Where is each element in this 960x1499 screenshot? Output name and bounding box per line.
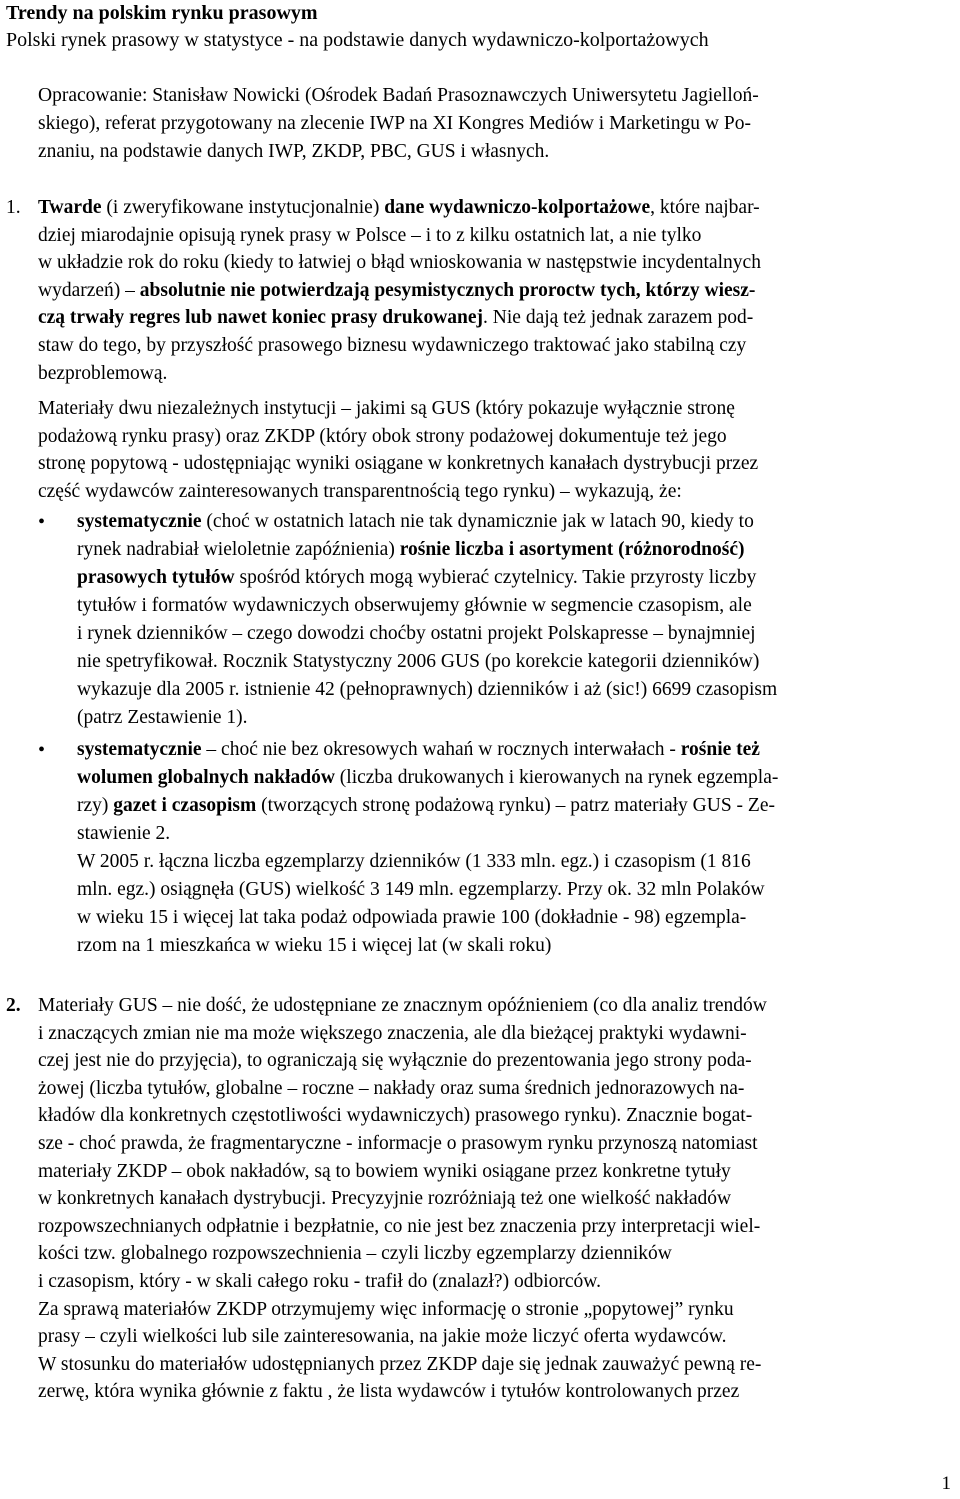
paragraph-line: mln. egz.) osiągnęła (GUS) wielkość 3 149 mln. egzemplarzy. Przy ok. 32 mln Polaków xyxy=(77,879,765,900)
paragraph-line: czą trwały regres lub nawet koniec prasy drukowanej. Nie dają też jednak zarazem pod- xyxy=(38,307,754,329)
paragraph-line: Materiały GUS – nie dość, że udostępniane ze znacznym opóźnieniem (co dla analiz trendów xyxy=(38,995,767,1016)
paragraph-line: sze - choć prawda, że fragmentaryczne - informacje o prasowym rynku przynoszą natomiast xyxy=(38,1132,758,1154)
paragraph-line: dziej miarodajnie opisują rynek prasy w Polsce – i to z kilku ostatnich lat, a nie tylko xyxy=(38,224,702,246)
paragraph-line: (patrz Zestawienie 1). xyxy=(77,707,248,728)
paragraph-line: prasy – czyli wielkości lub sile zainteresowania, na jakie może liczyć oferta wydawców. xyxy=(38,1326,727,1348)
paragraph-line: Twarde (i zweryfikowane instytucjonalnie) dane wydawniczo-kolportażowe, które najbar- xyxy=(38,197,760,218)
item-2-paragraph xyxy=(38,992,956,1406)
paragraph-line: i znaczących zmian nie ma może większego znaczenia, ale dla bieżącej praktyki wydawni- xyxy=(38,1022,747,1044)
paragraph-line: nie spetryfikował. Rocznik Statystyczny 2006 GUS (po korekcie kategorii dzienników) xyxy=(77,651,760,672)
bullet-2-dot: • xyxy=(38,739,46,761)
bullet-2-text xyxy=(77,736,957,960)
paragraph-line: wykazuje dla 2005 r. istnienie 42 (pełnoprawnych) dzienników i aż (sic!) 6699 czasopism xyxy=(77,679,778,700)
page-number: 1 xyxy=(941,1473,951,1494)
document-title: Trendy na polskim rynku prasowym xyxy=(6,2,318,24)
paragraph-line: wolumen globalnych nakładów (liczba drukowanych i kierowanych na rynek egzempla- xyxy=(77,767,779,788)
paragraph-line: zerwę, która wynika głównie z faktu , że lista wydawców i tytułów kontrolowanych przez xyxy=(38,1381,740,1403)
paragraph-line: kości tzw. globalnego rozpowszechnienia – czyli liczby egzemplarzy dzienników xyxy=(38,1243,672,1265)
paragraph-line: czej jest nie do przyjęcia), to ograniczają się wyłącznie do prezentowania jego strony poda- xyxy=(38,1050,752,1072)
bullet-1-text xyxy=(77,508,957,732)
author-note xyxy=(38,82,943,166)
paragraph-line: rynek nadrabiał wieloletnie zapóźnienia) rośnie liczba i asortyment (różnorodność) xyxy=(77,539,745,560)
paragraph-line: prasowych tytułów spośród których mogą wybierać czytelnicy. Takie przyrosty liczby xyxy=(77,567,757,588)
document-subtitle: Polski rynek prasowy w statystyce - na podstawie danych wydawniczo-kolportażowych xyxy=(6,29,709,51)
item-2-number: 2. xyxy=(6,995,21,1016)
paragraph-line: W 2005 r. łączna liczba egzemplarzy dzienników (1 333 mln. egz.) i czasopism (1 816 xyxy=(77,851,751,872)
paragraph-line: rzy) gazet i czasopism (tworzących stronę podażową rynku) – patrz materiały GUS - Ze- xyxy=(77,795,775,816)
paragraph-line: staw do tego, by przyszłość prasowego biznesu wydawniczego traktować jako stabilną czy xyxy=(38,334,747,356)
paragraph-line: część wydawców zainteresowanych transparentnością tego rynku) – wykazują, że: xyxy=(38,480,682,502)
paragraph-line: bezproblemową. xyxy=(38,362,168,384)
author-note-line: znaniu, na podstawie danych IWP, ZKDP, PBC, GUS i własnych. xyxy=(38,141,550,162)
paragraph-line: materiały ZKDP – obok nakładów, są to bowiem wyniki osiągane przez konkretne tytuły xyxy=(38,1160,731,1182)
paragraph-line: w wieku 15 i więcej lat taka podaż odpowiada prawie 100 (dokładnie - 98) egzempla- xyxy=(77,907,747,928)
author-note-line: Opracowanie: Stanisław Nowicki (Ośrodek Badań Prasoznawczych Uniwersytetu Jagielloń- xyxy=(38,85,759,106)
paragraph-line: i czasopism, który - w skali całego roku - trafił do (znalazł?) odbiorców. xyxy=(38,1270,601,1292)
paragraph-line: rozpowszechnianych odpłatnie i bezpłatnie, co nie jest bez znaczenia przy interpretacji wiel- xyxy=(38,1215,761,1237)
paragraph-line: tytułów i formatów wydawniczych obserwujemy głównie w segmencie czasopism, ale xyxy=(77,595,752,616)
paragraph-line: W stosunku do materiałów udostępnianych przez ZKDP daje się jednak zauważyć pewną re- xyxy=(38,1353,762,1375)
item-1-number: 1. xyxy=(6,197,21,218)
paragraph-line: rzom na 1 mieszkańca w wieku 15 i więcej lat (w skali roku) xyxy=(77,935,552,956)
item-1-second-paragraph xyxy=(38,395,956,505)
paragraph-line: Materiały dwu niezależnych instytucji – jakimi są GUS (który pokazuje wyłącznie stronę xyxy=(38,398,735,419)
paragraph-line: Za sprawą materiałów ZKDP otrzymujemy więc informację o stronie „popytowej” rynku xyxy=(38,1298,734,1320)
author-note-line: skiego), referat przygotowany na zlecenie IWP na XI Kongres Mediów i Marketingu w Po- xyxy=(38,113,751,134)
paragraph-line: stronę popytową - udostępniając wyniki osiągane w konkretnych kanałach dystrybucji przez xyxy=(38,453,759,475)
paragraph-line: podażową rynku prasy) oraz ZKDP (który obok strony podażowej dokumentuje też jego xyxy=(38,425,727,447)
item-1-paragraph xyxy=(38,194,956,387)
paragraph-line: wydarzeń) – absolutnie nie potwierdzają pesymistycznych proroctw tych, którzy wiesz- xyxy=(38,279,756,301)
paragraph-line: stawienie 2. xyxy=(77,823,171,844)
paragraph-line: systematycznie (choć w ostatnich latach nie tak dynamicznie jak w latach 90, kiedy to xyxy=(77,511,754,532)
paragraph-line: systematycznie – choć nie bez okresowych wahań w rocznych interwałach - rośnie też xyxy=(77,739,760,760)
bullet-1-dot: • xyxy=(38,511,46,533)
paragraph-line: i rynek dzienników – czego dowodzi choćby ostatni projekt Polskapresse – bynajmniej xyxy=(77,623,756,644)
paragraph-line: kładów dla konkretnych częstotliwości wydawniczych) prasowego rynku). Znacznie bogat- xyxy=(38,1105,753,1127)
paragraph-line: w układzie rok do roku (kiedy to łatwiej o błąd wnioskowania w następstwie incydentalnych xyxy=(38,252,761,274)
paragraph-line: w konkretnych kanałach dystrybucji. Precyzyjnie rozróżniają też one wielkość nakładów xyxy=(38,1188,732,1210)
paragraph-line: żowej (liczba tytułów, globalne – roczne – nakłady oraz suma średnich jednorazowych na- xyxy=(38,1077,745,1099)
